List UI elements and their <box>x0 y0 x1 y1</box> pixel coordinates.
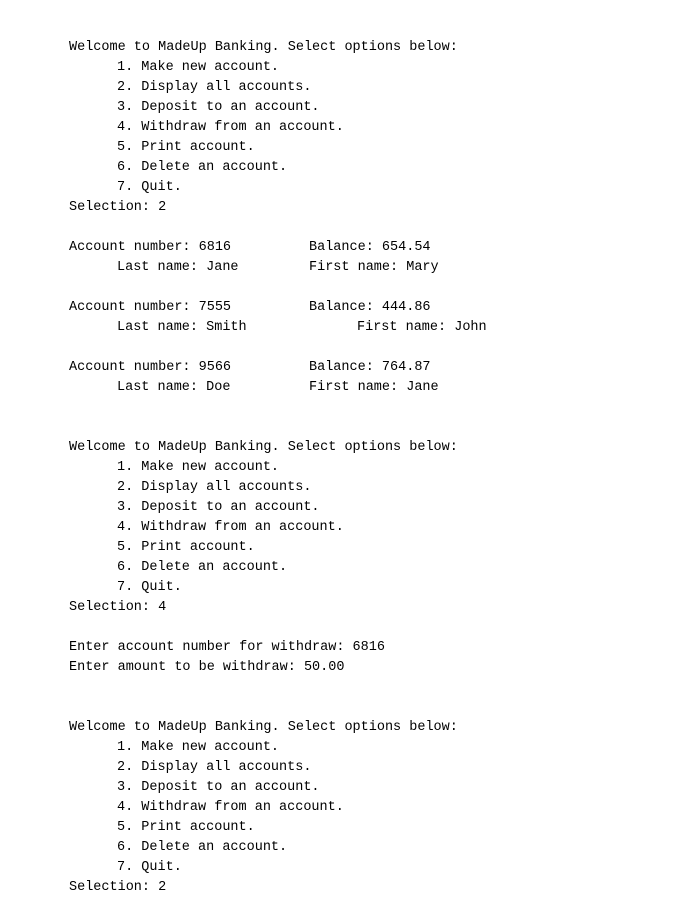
account-balance: Balance: 764.87 <box>309 360 431 375</box>
menu-option: 5. Print account. <box>117 540 255 555</box>
account-last-name: Last name: Doe <box>117 380 231 395</box>
menu-option: 7. Quit. <box>117 860 182 875</box>
menu-option: 6. Delete an account. <box>117 840 288 855</box>
account-last-name: Last name: Smith <box>117 320 247 335</box>
account-number: Account number: 6816 <box>69 240 232 255</box>
menu-option: 1. Make new account. <box>117 460 280 475</box>
account-number: Account number: 7555 <box>69 300 232 315</box>
account-balance: Balance: 654.54 <box>309 240 431 255</box>
account-first-name: First name: Jane <box>309 380 439 395</box>
account-first-name: First name: John <box>357 320 487 335</box>
withdraw-account-prompt[interactable]: Enter account number for withdraw: 6816 <box>69 640 385 655</box>
menu-option: 1. Make new account. <box>117 60 280 75</box>
menu-option: 6. Delete an account. <box>117 560 288 575</box>
menu-header: Welcome to MadeUp Banking. Select options below: <box>69 440 458 455</box>
selection-input[interactable]: Selection: 2 <box>69 880 167 895</box>
selection-input[interactable]: Selection: 2 <box>69 200 167 215</box>
menu-option: 5. Print account. <box>117 820 255 835</box>
console-output <box>69 0 686 897</box>
menu-option: 3. Deposit to an account. <box>117 100 320 115</box>
menu-option: 2. Display all accounts. <box>117 80 312 95</box>
menu-option: 2. Display all accounts. <box>117 480 312 495</box>
account-first-name: First name: Mary <box>309 260 439 275</box>
menu-option: 3. Deposit to an account. <box>117 500 320 515</box>
menu-option: 4. Withdraw from an account. <box>117 520 344 535</box>
menu-option: 2. Display all accounts. <box>117 760 312 775</box>
menu-header: Welcome to MadeUp Banking. Select options below: <box>69 720 458 735</box>
account-balance: Balance: 444.86 <box>309 300 431 315</box>
menu-option: 3. Deposit to an account. <box>117 780 320 795</box>
menu-option: 1. Make new account. <box>117 740 280 755</box>
menu-option: 7. Quit. <box>117 580 182 595</box>
menu-option: 4. Withdraw from an account. <box>117 120 344 135</box>
account-last-name: Last name: Jane <box>117 260 239 275</box>
menu-header: Welcome to MadeUp Banking. Select options below: <box>69 40 458 55</box>
menu-option: 5. Print account. <box>117 140 255 155</box>
menu-option: 6. Delete an account. <box>117 160 288 175</box>
selection-input[interactable]: Selection: 4 <box>69 600 167 615</box>
account-number: Account number: 9566 <box>69 360 232 375</box>
menu-option: 7. Quit. <box>117 180 182 195</box>
menu-option: 4. Withdraw from an account. <box>117 800 344 815</box>
withdraw-amount-prompt[interactable]: Enter amount to be withdraw: 50.00 <box>69 660 345 675</box>
